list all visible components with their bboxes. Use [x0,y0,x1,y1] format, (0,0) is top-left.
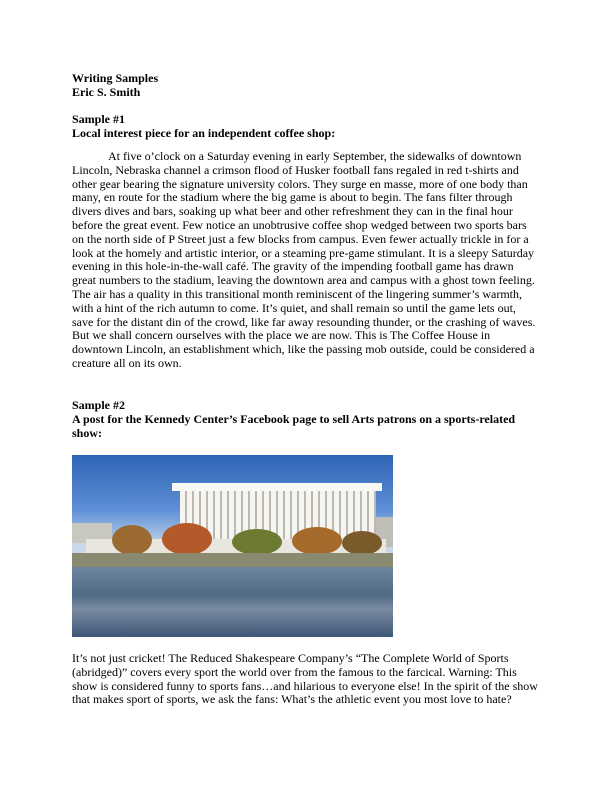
sample1-heading: Local interest piece for an independent coffee shop: [72,126,336,140]
paragraph-line: look at the homely and artistic interior, or a steaming pre-game stimulant. It is a sleepy Saturday [72,245,535,260]
paragraph-line: many, en route for the stadium where the big game is about to begin. The fans filter through [72,190,513,205]
paragraph-line: At five o’clock on a Saturday evening in early September, the sidewalks of downtown [108,149,522,163]
sample1-body [72,150,542,371]
paragraph-line: It’s not just cricket! The Reduced Shakespeare Company’s “The Complete World of Sports [72,651,509,665]
paragraph-line: save for the distant din of the crowd, like far away resounding thunder, or the crashing of waves. [72,314,536,329]
paragraph-line: show is considered funny to sports fans…and hilarious to everyone else! In the spirit of the show [72,678,538,693]
paragraph-line: on the north side of P Street just a few blocks from campus. Even fewer actually trickle in for a [72,231,529,246]
document-title: Writing Samples [72,71,159,85]
paragraph-line: Lincoln, Nebraska channel a crimson flood of Husker football fans regaled in red t-shirts and [72,162,519,177]
sample1-label: Sample #1 [72,112,126,126]
sample2-label: Sample #2 [72,398,126,412]
paragraph-line: divers dives and bars, soaking up what beer and other refreshment they can in the final hour [72,204,513,219]
paragraph-line: before the great event. Few notice an unobtrusive coffee shop wedged between two sports bars [72,217,527,232]
document-header [72,71,542,99]
paragraph-line: with a hint of the rich autumn to come. It’s quiet, and shall remain so until the game lets out, [72,300,516,315]
kennedy-center-photo [72,455,393,637]
author-name: Eric S. Smith [72,85,141,99]
paragraph-line: The air has a quality in this transitional month reminiscent of the lingering summer’s warmth, [72,286,523,301]
paragraph-line: downtown Lincoln, an establishment which, like the passing mob outside, could be considered a [72,342,535,357]
sample2-heading-line: A post for the Kennedy Center’s Facebook page to sell Arts patrons on a sports-related [72,412,516,426]
sample2-heading-line: show: [72,426,103,440]
sample1-header [72,112,542,140]
sample2-header [72,398,542,440]
paragraph-line: that makes sport of sports, we ask the fans: What’s the athletic event you most love to hate? [72,692,512,707]
paragraph-line: creature all on its own. [72,355,182,370]
paragraph-line: evening in this hole-in-the-wall café. The gravity of the impending football game has drawn [72,259,514,274]
sample2-body [72,652,542,707]
paragraph-line: other gear bearing the signature university colors. They surge en masse, more of one body than [72,176,528,191]
paragraph-line: (abridged)” covers every sport the world over from the famous to the farcical. Warning: This [72,664,517,679]
paragraph-line: great numbers to the stadium, leaving the downtown area and campus with a ghost town feeling. [72,273,535,288]
paragraph-line: But we shall concern ourselves with the place we are now. This is The Coffee House in [72,328,491,343]
